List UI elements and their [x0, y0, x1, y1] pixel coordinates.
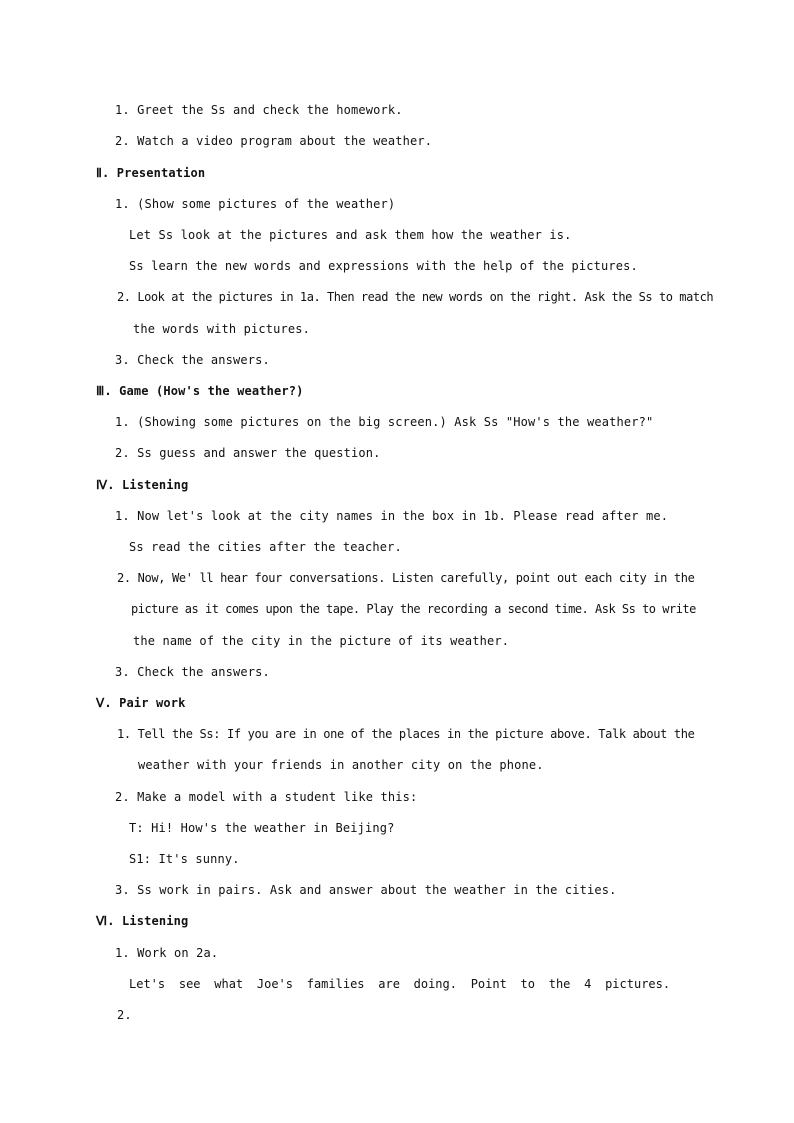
section-heading-game: Ⅲ. Game (How's the weather?) — [96, 384, 304, 398]
listening-2-item-1: 1. Work on 2a. — [115, 946, 219, 960]
game-item-2: 2. Ss guess and answer the question. — [115, 446, 381, 460]
section-heading-pair-work: Ⅴ. Pair work — [96, 696, 186, 710]
warmup-item-2: 2. Watch a video program about the weather. — [115, 134, 433, 148]
presentation-item-2-continuation: the words with pictures. — [133, 322, 310, 336]
pair-work-item-1-continuation: weather with your friends in another city on the phone. — [138, 758, 544, 772]
listening-1-item-2-continuation-2: the name of the city in the picture of its weather. — [133, 634, 510, 648]
pair-work-dialog-student: S1: It's sunny. — [129, 852, 240, 866]
section-heading-listening-1: Ⅳ. Listening — [96, 478, 189, 492]
section-heading-presentation: Ⅱ. Presentation — [96, 166, 206, 180]
listening-1-item-2: 2. Now, We' ll hear four conversations. Listen carefully, point out each city in the — [117, 571, 695, 585]
pair-work-item-2: 2. Make a model with a student like this: — [115, 790, 418, 804]
presentation-item-3: 3. Check the answers. — [115, 353, 270, 367]
presentation-item-1-line-a: Let Ss look at the pictures and ask them how the weather is. — [129, 228, 572, 242]
listening-1-item-1-line-a: Ss read the cities after the teacher. — [129, 540, 402, 554]
presentation-item-1: 1. (Show some pictures of the weather) — [115, 197, 396, 211]
listening-2-item-1-line-a: Let's see what Joe's families are doing. Point to the 4 pictures. — [129, 977, 671, 991]
pair-work-item-1: 1. Tell the Ss: If you are in one of the places in the picture above. Talk about the — [117, 727, 695, 741]
listening-2-item-2: 2. — [117, 1008, 132, 1022]
listening-1-item-3: 3. Check the answers. — [115, 665, 270, 679]
section-heading-listening-2: Ⅵ. Listening — [96, 914, 189, 928]
pair-work-item-3: 3. Ss work in pairs. Ask and answer about the weather in the cities. — [115, 883, 617, 897]
presentation-item-2: 2. Look at the pictures in 1a. Then read the new words on the right. Ask the Ss to match — [117, 290, 714, 304]
game-item-1: 1. (Showing some pictures on the big screen.) Ask Ss "How's the weather?" — [115, 415, 654, 429]
warmup-item-1: 1. Greet the Ss and check the homework. — [115, 103, 403, 117]
presentation-item-1-line-b: Ss learn the new words and expressions with the help of the pictures. — [129, 259, 638, 273]
pair-work-dialog-teacher: T: Hi! How's the weather in Beijing? — [129, 821, 395, 835]
listening-1-item-2-continuation-1: picture as it comes upon the tape. Play the recording a second time. Ask Ss to write — [131, 602, 696, 616]
listening-1-item-1: 1. Now let's look at the city names in the box in 1b. Please read after me. — [115, 509, 669, 523]
